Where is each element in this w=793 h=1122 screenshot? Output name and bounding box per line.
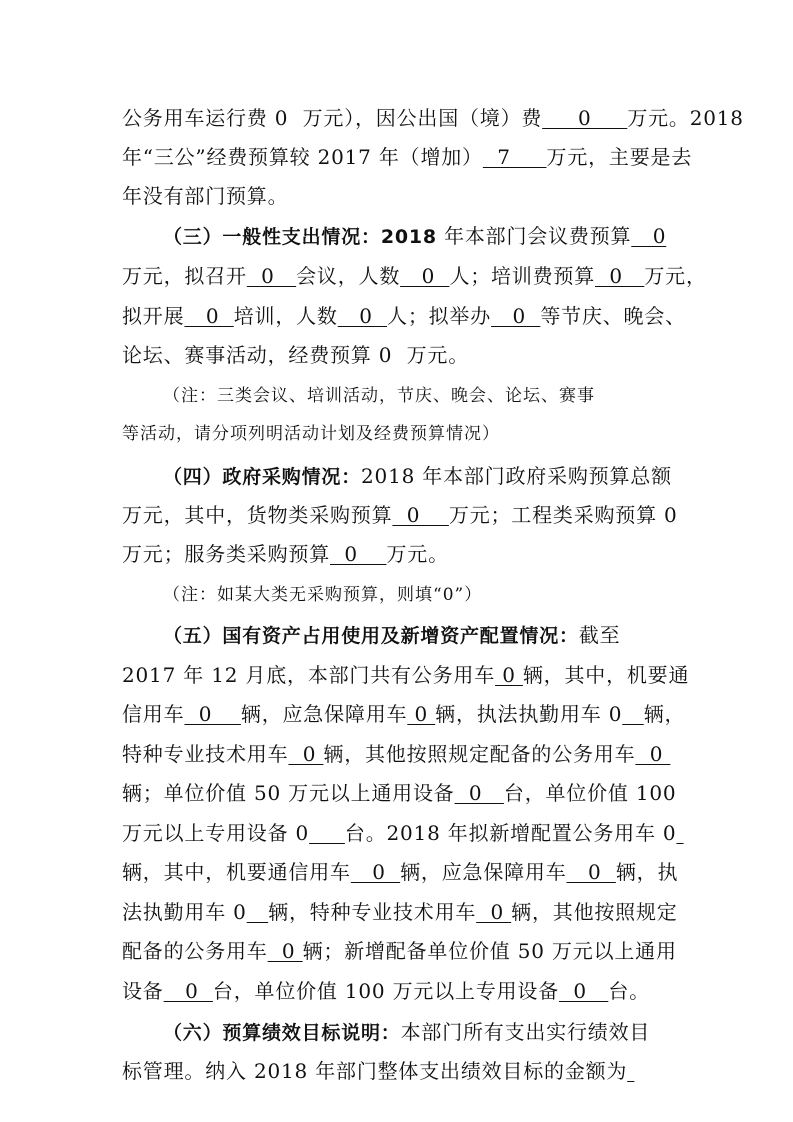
text-line bbox=[122, 898, 678, 926]
text-run: 人；拟举办 bbox=[387, 304, 492, 328]
text-run: （注：如某大类无采购预算，则填“0”） bbox=[163, 585, 483, 605]
text-run: 台，单位价值 100 bbox=[503, 781, 677, 805]
fill-in-blank: 0 bbox=[595, 264, 645, 288]
text-line bbox=[122, 779, 676, 807]
text-run: 人；培训费预算 bbox=[449, 264, 596, 288]
note-line bbox=[122, 420, 500, 448]
text-line bbox=[122, 182, 288, 210]
fill-in-blank: 0 bbox=[350, 860, 401, 884]
fill-in-blank: 0 bbox=[163, 979, 213, 1003]
text-line bbox=[122, 977, 650, 1005]
text-line bbox=[122, 858, 678, 886]
section-heading-line bbox=[163, 222, 666, 251]
text-line bbox=[122, 501, 678, 529]
text-run: 公务用车运行费 0 万元），因公出国（境）费 bbox=[122, 106, 543, 130]
text-run: 万元，其中，货物类采购预算 bbox=[122, 503, 393, 527]
text-run: 拟开展 bbox=[122, 304, 185, 328]
text-run: 万元，拟召开 bbox=[122, 264, 247, 288]
text-line bbox=[122, 104, 744, 132]
fill-in-blank: 0 bbox=[184, 304, 234, 328]
text-line bbox=[122, 740, 670, 768]
fill-in-blank: 0 bbox=[542, 106, 628, 130]
section-heading: （三）一般性支出情况： bbox=[163, 226, 381, 248]
fill-in-blank: 0 bbox=[559, 979, 609, 1003]
fill-in-blank: 0 bbox=[407, 702, 436, 726]
section-heading: （五）国有资产占用使用及新增资产配置情况： bbox=[163, 625, 579, 647]
fill-in-blank: 0 bbox=[635, 742, 671, 766]
fill-in-blank: 0 bbox=[184, 702, 241, 726]
text-line bbox=[122, 937, 677, 965]
text-run: 辆，应急保障用车 bbox=[400, 860, 567, 884]
text-run: 辆，特种专业技术用车 bbox=[268, 900, 477, 924]
text-run: 万元。2018 bbox=[627, 106, 744, 130]
text-line bbox=[122, 819, 684, 847]
note-line bbox=[163, 382, 595, 410]
text-line bbox=[122, 302, 686, 330]
text-run: 辆， bbox=[643, 702, 686, 726]
text-run: 标管理。纳入 2018 年部门整体支出绩效目标的金额为 bbox=[122, 1059, 628, 1083]
text-line bbox=[122, 143, 692, 171]
fill-in-blank: 0 bbox=[392, 503, 449, 527]
text-run: 培训，人数 bbox=[233, 304, 338, 328]
text-run: 万元；服务类采购预算 bbox=[122, 542, 330, 566]
fill-in-blank: 0 bbox=[491, 304, 541, 328]
fill-in-blank: 0 bbox=[631, 224, 667, 248]
text-run: 万元。 bbox=[386, 542, 449, 566]
text-run: 台，单位价值 100 万元以上专用设备 bbox=[212, 979, 560, 1003]
fill-in-blank: 0 bbox=[476, 900, 512, 924]
text-run: 年“三公”经费预算较 2017 年（增加） bbox=[122, 145, 483, 169]
text-run: 辆，应急保障用车 bbox=[240, 702, 408, 726]
section-heading-line bbox=[163, 621, 620, 650]
fill-in-blank: 0 bbox=[288, 742, 324, 766]
section-heading: （四）政府采购情况： bbox=[163, 466, 362, 488]
text-run: 等活动，请分项列明活动计划及经费预算情况） bbox=[122, 424, 500, 444]
fill-in-blank bbox=[309, 821, 345, 845]
fill-in-blank bbox=[247, 900, 268, 924]
fill-in-blank: 0 bbox=[246, 264, 297, 288]
text-line bbox=[122, 661, 689, 689]
text-run: 辆，其他按照规定配备的公务用车 bbox=[323, 742, 636, 766]
text-run: 万元以上专用设备 0 bbox=[122, 821, 310, 845]
fill-in-blank: 0 bbox=[267, 939, 303, 963]
section-heading: （六）预算绩效目标说明： bbox=[163, 1022, 401, 1044]
text-run: 法执勤用车 0 bbox=[122, 900, 247, 924]
text-run: 等节庆、晚会、 bbox=[540, 304, 686, 328]
fill-in-blank: 0 bbox=[330, 542, 387, 566]
text-run: 辆，其中，机要通信用车 bbox=[122, 860, 351, 884]
text-run: 会议，人数 bbox=[296, 264, 401, 288]
text-line bbox=[122, 1057, 634, 1085]
text-run: 辆，其他按照规定 bbox=[511, 900, 678, 924]
text-line bbox=[122, 540, 449, 568]
text-line bbox=[122, 341, 469, 369]
section-heading-line bbox=[163, 1018, 650, 1047]
text-line bbox=[122, 700, 685, 728]
text-run: 辆，执法执勤用车 0 bbox=[435, 702, 623, 726]
text-run: 设备 bbox=[122, 979, 164, 1003]
text-run: 论坛、赛事活动，经费预算 0 万元。 bbox=[122, 343, 469, 367]
text-run: 辆，其中，机要通 bbox=[522, 663, 690, 687]
text-line bbox=[122, 262, 707, 290]
text-run: 特种专业技术用车 bbox=[122, 742, 289, 766]
fill-in-blank: 0 bbox=[454, 781, 504, 805]
section-heading: 2018 bbox=[380, 226, 437, 248]
section-heading-line bbox=[163, 462, 672, 491]
text-run: 截至 bbox=[578, 623, 621, 647]
fill-in-blank: 0 bbox=[566, 860, 616, 884]
text-run: 2017 年 12 月底，本部门共有公务用车 bbox=[122, 663, 496, 687]
text-run: 万元；工程类采购预算 0 bbox=[448, 503, 678, 527]
fill-in-blank: 0 bbox=[495, 663, 523, 687]
text-run: （注：三类会议、培训活动，节庆、晚会、论坛、赛事 bbox=[163, 386, 595, 406]
text-run: 年没有部门预算。 bbox=[122, 184, 289, 208]
fill-in-blank bbox=[622, 702, 643, 726]
text-run: 年本部门会议费预算 bbox=[436, 224, 632, 248]
note-line bbox=[163, 581, 482, 609]
text-run: 台。2018 年拟新增配置公务用车 0 bbox=[344, 821, 677, 845]
text-run: 辆；单位价值 50 万元以上通用设备 bbox=[122, 781, 455, 805]
text-run: 辆；新增配备单位价值 50 万元以上通用 bbox=[302, 939, 677, 963]
text-run: 万元，主要是去 bbox=[546, 145, 693, 169]
text-run: 配备的公务用车 bbox=[122, 939, 268, 963]
text-run: 辆，执 bbox=[615, 860, 679, 884]
fill-in-blank: 7 bbox=[482, 145, 547, 169]
text-run: 2018 年本部门政府采购预算总额 bbox=[361, 464, 672, 488]
text-run: 万元， bbox=[644, 264, 707, 288]
fill-in-blank: 0 bbox=[400, 264, 450, 288]
fill-in-blank: 0 bbox=[337, 304, 388, 328]
text-run: 台。 bbox=[608, 979, 650, 1003]
fill-in-blank bbox=[676, 821, 683, 845]
fill-in-blank bbox=[627, 1059, 634, 1083]
text-run: 信用车 bbox=[122, 702, 185, 726]
text-run: 本部门所有支出实行绩效目 bbox=[400, 1020, 651, 1044]
